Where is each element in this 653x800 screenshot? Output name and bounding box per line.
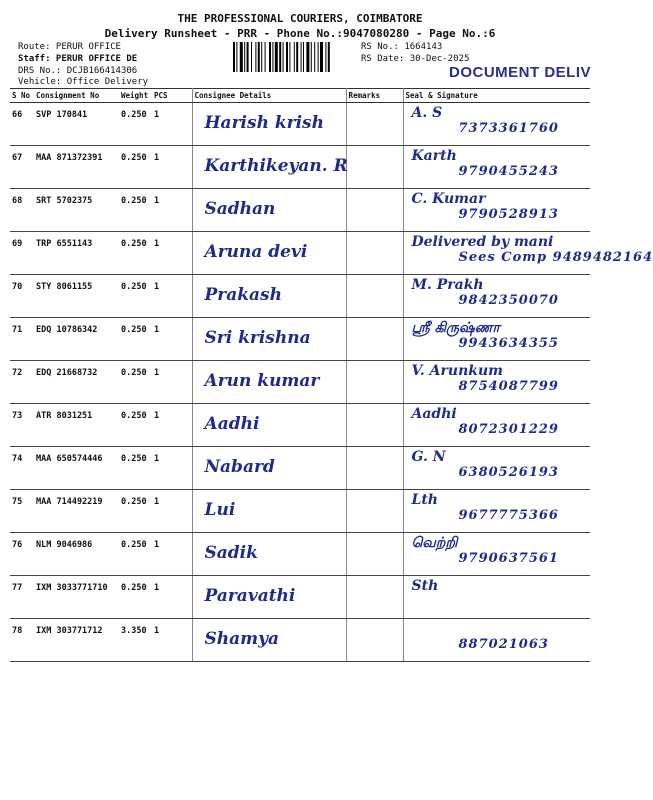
col-remarks: Remarks [346, 89, 403, 103]
route-label: Route: PERUR OFFICE [18, 42, 121, 52]
row-consignment-no: MAA 650574446 [34, 447, 119, 490]
consignee-handwriting: Harish krish [204, 113, 324, 133]
row-seal-signature [403, 275, 590, 318]
row-consignment-no: TRP 6551143 [34, 232, 119, 275]
signature-handwriting: G. N [411, 449, 446, 465]
table-header-row [10, 89, 590, 103]
row-remarks [346, 576, 403, 619]
row-remarks [346, 619, 403, 662]
vehicle-label: Vehicle: Office Delivery [18, 77, 149, 87]
phone-handwriting: 9943634355 [458, 336, 559, 351]
consignee-handwriting: Karthikeyan. R [204, 156, 348, 176]
row-sno: 69 [10, 232, 34, 275]
row-sno: 73 [10, 404, 34, 447]
row-sno: 71 [10, 318, 34, 361]
phone-handwriting: 887021063 [458, 637, 549, 652]
table-row [10, 232, 590, 275]
row-sno: 67 [10, 146, 34, 189]
consignee-handwriting: Prakash [204, 285, 282, 305]
col-weight: Weight [119, 89, 152, 103]
document-delivery-stamp: DOCUMENT DELIV [449, 64, 591, 81]
phone-handwriting: 9790528913 [458, 207, 559, 222]
row-weight: 0.250 [119, 103, 152, 146]
row-weight: 0.250 [119, 232, 152, 275]
row-pcs: 1 [152, 533, 192, 576]
signature-handwriting: Delivered by mani [411, 234, 554, 250]
row-sno: 76 [10, 533, 34, 576]
consignee-handwriting: Lui [204, 500, 236, 520]
row-pcs: 1 [152, 404, 192, 447]
signature-handwriting: C. Kumar [411, 191, 486, 207]
row-consignment-no: MAA 714492219 [34, 490, 119, 533]
row-remarks [346, 146, 403, 189]
row-weight: 0.250 [119, 490, 152, 533]
table-row [10, 275, 590, 318]
signature-handwriting: A. S [411, 105, 443, 121]
phone-handwriting: 8072301229 [458, 422, 559, 437]
phone-handwriting: 6380526193 [458, 465, 559, 480]
row-weight: 0.250 [119, 533, 152, 576]
row-seal-signature [403, 490, 590, 533]
col-consignee: Consignee Details [192, 89, 346, 103]
row-seal-signature [403, 533, 590, 576]
row-sno: 78 [10, 619, 34, 662]
table-row [10, 490, 590, 533]
row-weight: 0.250 [119, 404, 152, 447]
row-consignment-no: NLM 9046986 [34, 533, 119, 576]
row-pcs: 1 [152, 361, 192, 404]
row-consignment-no: EDQ 21668732 [34, 361, 119, 404]
row-consignment-no: STY 8061155 [34, 275, 119, 318]
row-pcs: 1 [152, 619, 192, 662]
signature-handwriting: Sth [411, 578, 439, 594]
staff-label: Staff: PERUR OFFICE DE [18, 54, 138, 64]
row-weight: 0.250 [119, 361, 152, 404]
table-row [10, 103, 590, 146]
row-seal-signature [403, 447, 590, 490]
consignee-handwriting: Arun kumar [204, 371, 320, 391]
row-weight: 0.250 [119, 275, 152, 318]
row-seal-signature [403, 232, 653, 275]
drs-label: DRS No.: DCJB166414306 [18, 66, 138, 76]
row-remarks [346, 189, 403, 232]
phone-handwriting: Sees Comp 9489482164 [458, 250, 653, 265]
row-consignment-no: ATR 8031251 [34, 404, 119, 447]
row-consignee-details [192, 533, 346, 576]
phone-handwriting: 9842350070 [458, 293, 559, 308]
row-consignment-no: SRT 5702375 [34, 189, 119, 232]
row-seal-signature [403, 318, 590, 361]
row-sno: 75 [10, 490, 34, 533]
table-row [10, 361, 590, 404]
row-consignee-details [192, 232, 346, 275]
consignee-handwriting: Aruna devi [204, 242, 308, 262]
phone-handwriting: 8754087799 [458, 379, 559, 394]
phone-handwriting: 7373361760 [458, 121, 559, 136]
row-remarks [346, 318, 403, 361]
row-weight: 0.250 [119, 447, 152, 490]
table-row [10, 447, 590, 490]
consignee-handwriting: Aadhi [204, 414, 260, 434]
table-row [10, 533, 590, 576]
row-remarks [346, 404, 403, 447]
row-pcs: 1 [152, 275, 192, 318]
barcode [233, 42, 355, 72]
row-seal-signature [403, 103, 590, 146]
row-remarks [346, 232, 403, 275]
row-consignee-details [192, 103, 346, 146]
row-consignee-details [192, 576, 346, 619]
row-remarks [346, 361, 403, 404]
table-row [10, 318, 590, 361]
table-row [10, 576, 590, 619]
phone-handwriting: 9677775366 [458, 508, 559, 523]
signature-handwriting: Aadhi [411, 406, 457, 422]
row-weight: 0.250 [119, 318, 152, 361]
row-pcs: 1 [152, 189, 192, 232]
signature-handwriting: Lth [411, 492, 438, 508]
col-pcs: PCS [152, 89, 192, 103]
row-consignee-details [192, 189, 346, 232]
row-consignment-no: MAA 871372391 [34, 146, 119, 189]
row-seal-signature [403, 404, 590, 447]
rs-date: RS Date: 30-Dec-2025 [361, 54, 470, 64]
row-remarks [346, 275, 403, 318]
row-seal-signature [403, 146, 590, 189]
row-weight: 0.250 [119, 146, 152, 189]
row-consignee-details [192, 275, 346, 318]
signature-handwriting: V. Arunkum [411, 363, 503, 379]
consignee-handwriting: Shamya [204, 629, 280, 649]
row-sno: 77 [10, 576, 34, 619]
phone-handwriting: 9790637561 [458, 551, 559, 566]
runsheet-subtitle: Delivery Runsheet - PRR - Phone No.:9047080280 - Page No.:6 [104, 27, 496, 40]
row-sno: 72 [10, 361, 34, 404]
phone-handwriting: 9790455243 [458, 164, 559, 179]
signature-handwriting: Karth [411, 148, 457, 164]
row-remarks [346, 103, 403, 146]
row-remarks [346, 447, 403, 490]
row-consignee-details [192, 146, 346, 189]
row-seal-signature [403, 361, 590, 404]
row-pcs: 1 [152, 576, 192, 619]
col-seal: Seal & Signature [403, 89, 590, 103]
col-sno: S No [10, 89, 34, 103]
table-row [10, 404, 590, 447]
row-sno: 68 [10, 189, 34, 232]
row-remarks [346, 533, 403, 576]
runsheet-title: THE PROFESSIONAL COURIERS, COIMBATORE [177, 12, 423, 25]
signature-handwriting: M. Prakh [411, 277, 484, 293]
row-pcs: 1 [152, 447, 192, 490]
row-consignee-details [192, 404, 346, 447]
row-weight: 0.250 [119, 189, 152, 232]
table-row [10, 619, 590, 662]
consignee-handwriting: Sri krishna [204, 328, 311, 348]
row-consignment-no: IXM 303771712 [34, 619, 119, 662]
row-weight: 3.350 [119, 619, 152, 662]
row-consignment-no: SVP 170841 [34, 103, 119, 146]
consignee-handwriting: Paravathi [204, 586, 296, 606]
table-row [10, 146, 590, 189]
row-consignee-details [192, 318, 346, 361]
row-consignee-details [192, 447, 346, 490]
row-weight: 0.250 [119, 576, 152, 619]
row-consignment-no: EDQ 10786342 [34, 318, 119, 361]
row-sno: 70 [10, 275, 34, 318]
row-sno: 74 [10, 447, 34, 490]
row-pcs: 1 [152, 318, 192, 361]
col-consignment: Consignment No [34, 89, 119, 103]
row-pcs: 1 [152, 146, 192, 189]
row-sno: 66 [10, 103, 34, 146]
row-seal-signature [403, 576, 590, 619]
row-seal-signature [403, 619, 590, 662]
row-pcs: 1 [152, 232, 192, 275]
consignee-handwriting: Sadik [204, 543, 258, 563]
signature-handwriting: வெற்றி [411, 535, 458, 551]
consignee-handwriting: Nabard [204, 457, 275, 477]
row-consignee-details [192, 619, 346, 662]
row-pcs: 1 [152, 490, 192, 533]
row-seal-signature [403, 189, 590, 232]
signature-handwriting: ஸ்ரீ கிருஷ்ணா [411, 320, 500, 336]
row-consignee-details [192, 490, 346, 533]
table-row [10, 189, 590, 232]
row-consignment-no: IXM 3033771710 [34, 576, 119, 619]
row-consignee-details [192, 361, 346, 404]
runsheet-table [10, 88, 653, 662]
rs-number: RS No.: 1664143 [361, 42, 443, 52]
consignee-handwriting: Sadhan [204, 199, 276, 219]
row-pcs: 1 [152, 103, 192, 146]
row-remarks [346, 490, 403, 533]
